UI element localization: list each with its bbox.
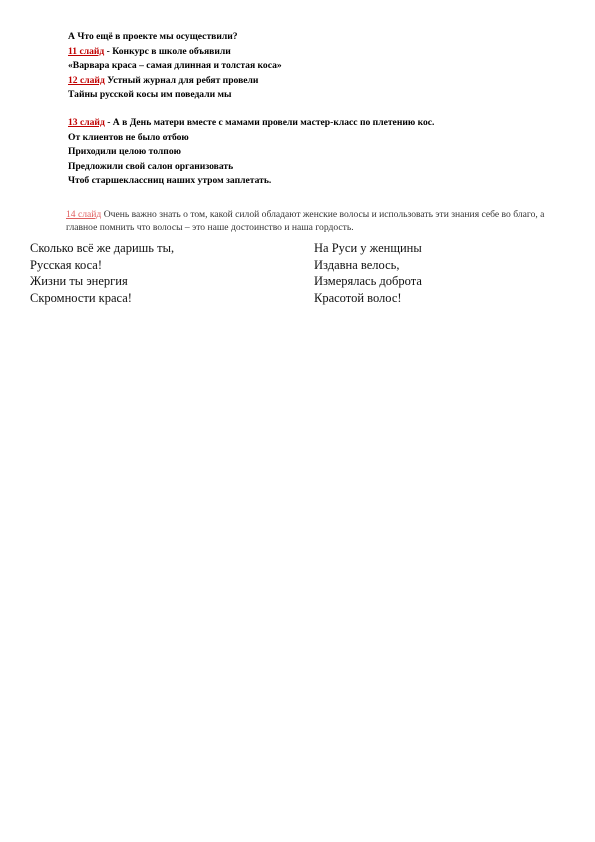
verse-line: Чтоб старшеклассниц наших утром заплетать. (68, 175, 272, 186)
poem-line: Скромности краса! (30, 290, 132, 305)
intro-verse-block (68, 30, 282, 103)
verse-line: А Что ещё в проекте мы осуществили? (68, 31, 238, 42)
verse-text: - А в День матери вместе с мамами провели мастер-класс по плетению кос. (104, 117, 435, 128)
poem-left-column (30, 240, 174, 306)
slide-12-reference: 12 слайд (68, 74, 105, 86)
slide-14-paragraph (66, 208, 546, 234)
poem-right-column (314, 240, 422, 306)
slide-14-reference: 14 слайд (66, 209, 102, 220)
poem-line: Сколько всё же даришь ты, (30, 241, 175, 255)
poem-line: Издавна велось, (314, 257, 400, 272)
poem-line: На Руси у женщины (314, 241, 422, 255)
verse-line: «Варвара краса – самая длинная и толстая коса» (68, 60, 282, 71)
verse-text: Устный журнал для ребят провели (104, 74, 259, 86)
master-class-verse-block (68, 116, 434, 189)
verse-line: Предложили свой салон организовать (68, 160, 234, 172)
verse-line: Приходили целою толпою (68, 146, 181, 157)
slide-13-reference: 13 слайд (68, 117, 105, 128)
verse-line (68, 45, 282, 60)
verse-line: От клиентов не было отбою (68, 131, 189, 143)
verse-line (68, 74, 282, 89)
verse-line (68, 116, 434, 131)
poem-line: Русская коса! (30, 257, 103, 272)
slide-11-reference: 11 слайд (68, 45, 105, 57)
poem-line: Измерялась доброта (314, 274, 422, 289)
verse-line: Тайны русской косы им поведали мы (68, 89, 232, 100)
paragraph-text: Очень важно знать о том, какой силой обладают женские волосы и использовать эти знания себе во благо, а главное помнить что волосы – это наше достоинство и наша гордость. (66, 209, 545, 233)
poem-line: Жизни ты энергия (30, 274, 128, 289)
verse-text: - Конкурс в школе объявили (104, 45, 231, 57)
poem-line: Красотой волос! (314, 290, 402, 305)
